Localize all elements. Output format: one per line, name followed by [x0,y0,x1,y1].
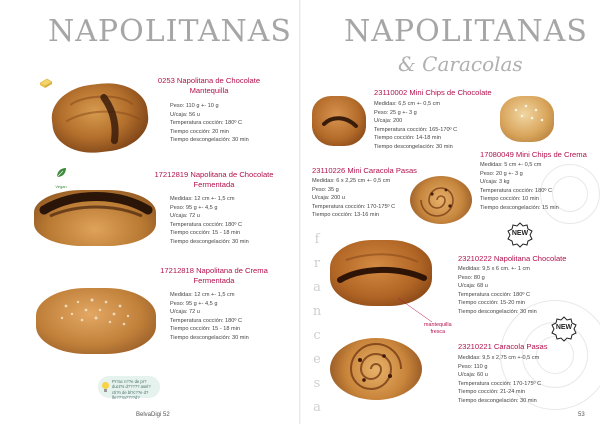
product-spec: Tiempo cocción: 14-18 min [374,135,441,142]
vertical-letter: c [313,328,321,343]
product-spec: Peso: 35 g [312,186,339,193]
lightbulb-icon [101,381,110,393]
product-spec: Temperatura cocción: 165-170º C [374,126,458,133]
product-spec: Tiempo descongelación: 30 min [458,308,537,315]
product-spec: Tiempo cocción: 15 - 18 min [170,326,241,333]
product-block-0253 [150,76,268,145]
product-image-mini-chips-chocolate [312,96,366,146]
vertical-letter: f [314,232,320,247]
product-spec: Tiempo cocción: 15-20 min [458,300,525,307]
product-spec: Temperatura cocción: 180º C [170,221,242,228]
product-spec: Medidas: 6,5 cm +- 0,5 cm [374,101,441,107]
vertical-letter: a [313,280,321,295]
product-spec: Tiempo cocción: 15 - 18 min [170,230,241,237]
vertical-letter: n [312,304,322,319]
product-name: 17212818 Napolitana de Crema Fermentada [160,266,268,285]
promo-text: Pr?ac n??e de pr?duct?s d????? asel?cti?n de bl?c??e d?lfe???a????d? [112,379,151,401]
product-spec: Temperatura cocción: 170-175º C [458,380,542,387]
product-spec: Peso: 95 g +- 4,5 g [170,204,218,211]
vertical-letter: e [313,352,321,367]
product-image-mini-caracola-pasas [410,176,472,224]
new-badge-icon [550,316,578,342]
product-block-17080049 [480,150,598,213]
product-name: 23210222 Napolitana Chocolate [458,254,567,263]
product-spec: Tiempo cocción: 20 min [170,128,229,135]
product-image-napolitana-chocolate-mantequilla [49,79,152,157]
product-spec: Tiempo cocción: 21-24 min [458,389,525,396]
product-name: 0253 Napolitana de Chocolate Mantequilla [157,76,261,95]
page-gutter [299,0,301,424]
product-name: 23210221 Caracola Pasas [458,342,548,351]
product-spec: Medidas: 12 cm +- 1,5 cm [170,196,235,202]
product-name: 23110002 Mini Chips de Chocolate [374,88,492,97]
annotation-line: fresca [430,329,446,335]
vegan-leaf-icon [50,166,72,188]
product-name: 17080049 Mini Chips de Crema [480,150,587,159]
right-page-title: NAPOLITANAS [344,14,588,49]
vertical-word-francesa [310,228,324,420]
vertical-letter: r [313,256,321,271]
product-block-23210221 [458,342,598,406]
product-spec: Peso: 95 g +- 4,5 g [170,300,218,307]
product-spec: Peso: 110 g [458,363,488,370]
product-spec: Medidas: 5 cm +- 0,5 cm [480,162,542,168]
product-spec: U/caja: 72 u [170,309,200,316]
product-spec: Peso: 80 g [458,274,485,281]
product-image-mini-chips-crema [500,96,554,142]
product-name: 23110226 Mini Caracola Pasas [312,166,417,175]
product-spec: Temperatura cocción: 180º C [458,291,530,298]
vertical-letter: a [313,400,321,415]
product-block-23210222 [458,254,598,317]
product-spec: Medidas: 6 x 2,25 cm +- 0,5 cm [312,178,391,184]
product-spec: Temperatura cocción: 180º C [170,317,242,324]
new-badge-icon [506,222,534,248]
right-page-subtitle: & Caracolas [398,52,523,76]
product-spec: Medidas: 9,5 x 6 cm. +- 1 cm [458,266,530,272]
product-block-23110002 [374,88,514,152]
product-spec: U/caja: 200 [374,118,403,125]
annotation-mantequilla-fresca [424,322,452,336]
product-block-17212819 [150,170,274,247]
product-spec: Medidas: 9,5 x 2,75 cm +-0,5 cm [458,355,540,361]
product-spec: Temperatura cocción: 180º C [480,187,552,194]
promo-bubble [98,376,160,401]
product-image-napolitana-crema-fermentada [36,288,156,354]
left-page-footer: BelvaDigi 52 [136,412,170,418]
product-spec: Tiempo cocción: 10 min [480,196,539,203]
product-spec: Tiempo descongelación: 30 min [374,143,453,150]
product-spec: Peso: 20 g +- 3 g [480,170,523,177]
product-image-caracola-pasas [330,338,422,400]
product-spec: U/caja: 200 u [312,195,345,202]
product-spec: Tiempo descongelación: 30 min [170,137,249,144]
left-page-title: NAPOLITANAS [48,14,292,49]
product-spec: U/caja: 56 u [170,111,200,118]
product-spec: Tiempo descongelación: 30 min [458,397,537,404]
vertical-letter: s [313,376,321,391]
product-spec: U/caja: 60 u [458,372,488,379]
product-spec: Peso: 25 g +- 3 g [374,109,417,116]
vegan-label: Vegan [55,184,67,189]
product-spec: Temperatura cocción: 170-175º C [312,203,396,210]
product-spec: Medidas: 12 cm +- 1,5 cm [170,292,235,298]
product-block-17212818 [150,266,268,343]
butter-icon [38,74,54,90]
product-spec: Temperatura cocción: 180º C [170,120,242,127]
product-spec: U/caja: 3 kg [480,179,510,186]
new-badge-label: NEW [555,324,573,331]
product-name: 17212819 Napolitana de Chocolate Fermentada [154,170,274,189]
product-image-napolitana-chocolate-fermentada [34,190,156,246]
right-page-footer: 53 [578,412,585,418]
product-spec: Peso: 110 g +- 10 g [170,103,219,109]
product-spec: Tiempo descongelación: 30 min [170,334,249,341]
product-spec: Tiempo descongelación: 15 min [480,204,559,211]
product-spec: U/caja: 68 u [458,283,488,290]
product-spec: Tiempo descongelación: 30 min [170,238,249,245]
product-spec: Tiempo cocción: 13-16 min [312,212,379,219]
product-spec: U/caja: 72 u [170,213,200,220]
new-badge-label: NEW [511,230,529,237]
annotation-line: mantequilla [424,322,452,328]
